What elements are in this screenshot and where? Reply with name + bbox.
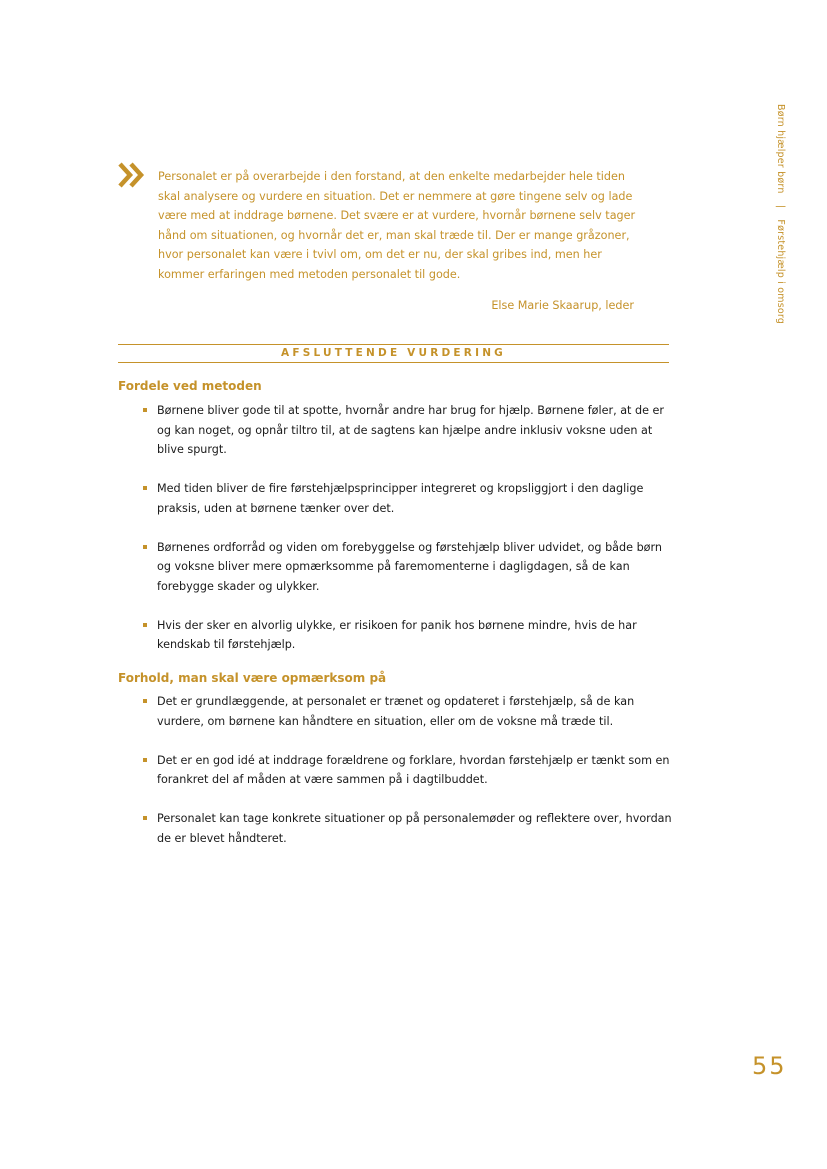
quote-text: Personalet er på overarbejde i den forstand, at den enkelte medarbejder hele tiden skal analysere og vurdere en situation. Det er nemmere at gøre tingene selv og lade være med at inddrage børnene. Det svære er at vurdere, hvornår børnene selv tager hånd om situationen, og hvornår det er, man skal træde til. Der er mange gråzoner, hvor personalet kan være i tvivl om, om det er nu, der skal gribes ind, men her kommer erfaringen med metoden personalet til gode. xyxy=(158,170,636,281)
advantages-heading: Fordele ved metoden xyxy=(118,379,262,393)
list-item: Børnene bliver gode til at spotte, hvornår andre har brug for hjælp. Børnene føler, at de er og kan noget, og opnår tiltro til, at de sagtens kan hjælpe andre inklusiv voksne uden at blive spurgt. xyxy=(118,401,673,460)
advantages-list xyxy=(118,401,673,674)
considerations-list xyxy=(118,692,673,868)
bullet-icon xyxy=(143,699,147,703)
bullet-icon xyxy=(143,816,147,820)
bullet-icon xyxy=(143,545,147,549)
bullet-icon xyxy=(143,486,147,490)
considerations-heading: Forhold, man skal være opmærksom på xyxy=(118,671,387,685)
book-title: Børn hjælper børn xyxy=(775,104,786,194)
list-item: Personalet kan tage konkrete situationer op på personalemøder og reflektere over, hvordan de er blevet håndteret. xyxy=(118,809,673,848)
double-chevron-right-icon xyxy=(118,162,146,188)
pull-quote xyxy=(158,167,638,315)
chapter-title: Førstehjælp i omsorg xyxy=(775,219,786,325)
list-item: Hvis der sker en alvorlig ulykke, er risikoen for panik hos børnene mindre, hvis de har kendskab til førstehjælp. xyxy=(118,616,673,655)
list-item: Det er grundlæggende, at personalet er trænet og opdateret i førstehjælp, så de kan vurdere, om børnene kan håndtere en situation, eller om de voksne må træde til. xyxy=(118,692,673,731)
section-title: AFSLUTTENDE VURDERING xyxy=(118,344,669,363)
bullet-icon xyxy=(143,758,147,762)
running-header xyxy=(775,104,786,324)
quote-author: Else Marie Skaarup, leder xyxy=(491,298,634,312)
bullet-icon xyxy=(143,623,147,627)
bullet-icon xyxy=(143,408,147,412)
page-number: 55 xyxy=(752,1052,787,1080)
list-item: Børnenes ordforråd og viden om forebyggelse og førstehjælp bliver udvidet, og både børn og voksne bliver mere opmærksomme på faremomenterne i dagligdagen, så de kan forebygge skader og ulykker. xyxy=(118,538,673,597)
header-separator: | xyxy=(775,204,786,209)
list-item: Med tiden bliver de fire førstehjælpsprincipper integreret og kropsliggjort i den daglige praksis, uden at børnene tænker over det. xyxy=(118,479,673,518)
list-item: Det er en god idé at inddrage forældrene og forklare, hvordan førstehjælp er tænkt som en forankret del af måden at være sammen på i dagtilbuddet. xyxy=(118,751,673,790)
